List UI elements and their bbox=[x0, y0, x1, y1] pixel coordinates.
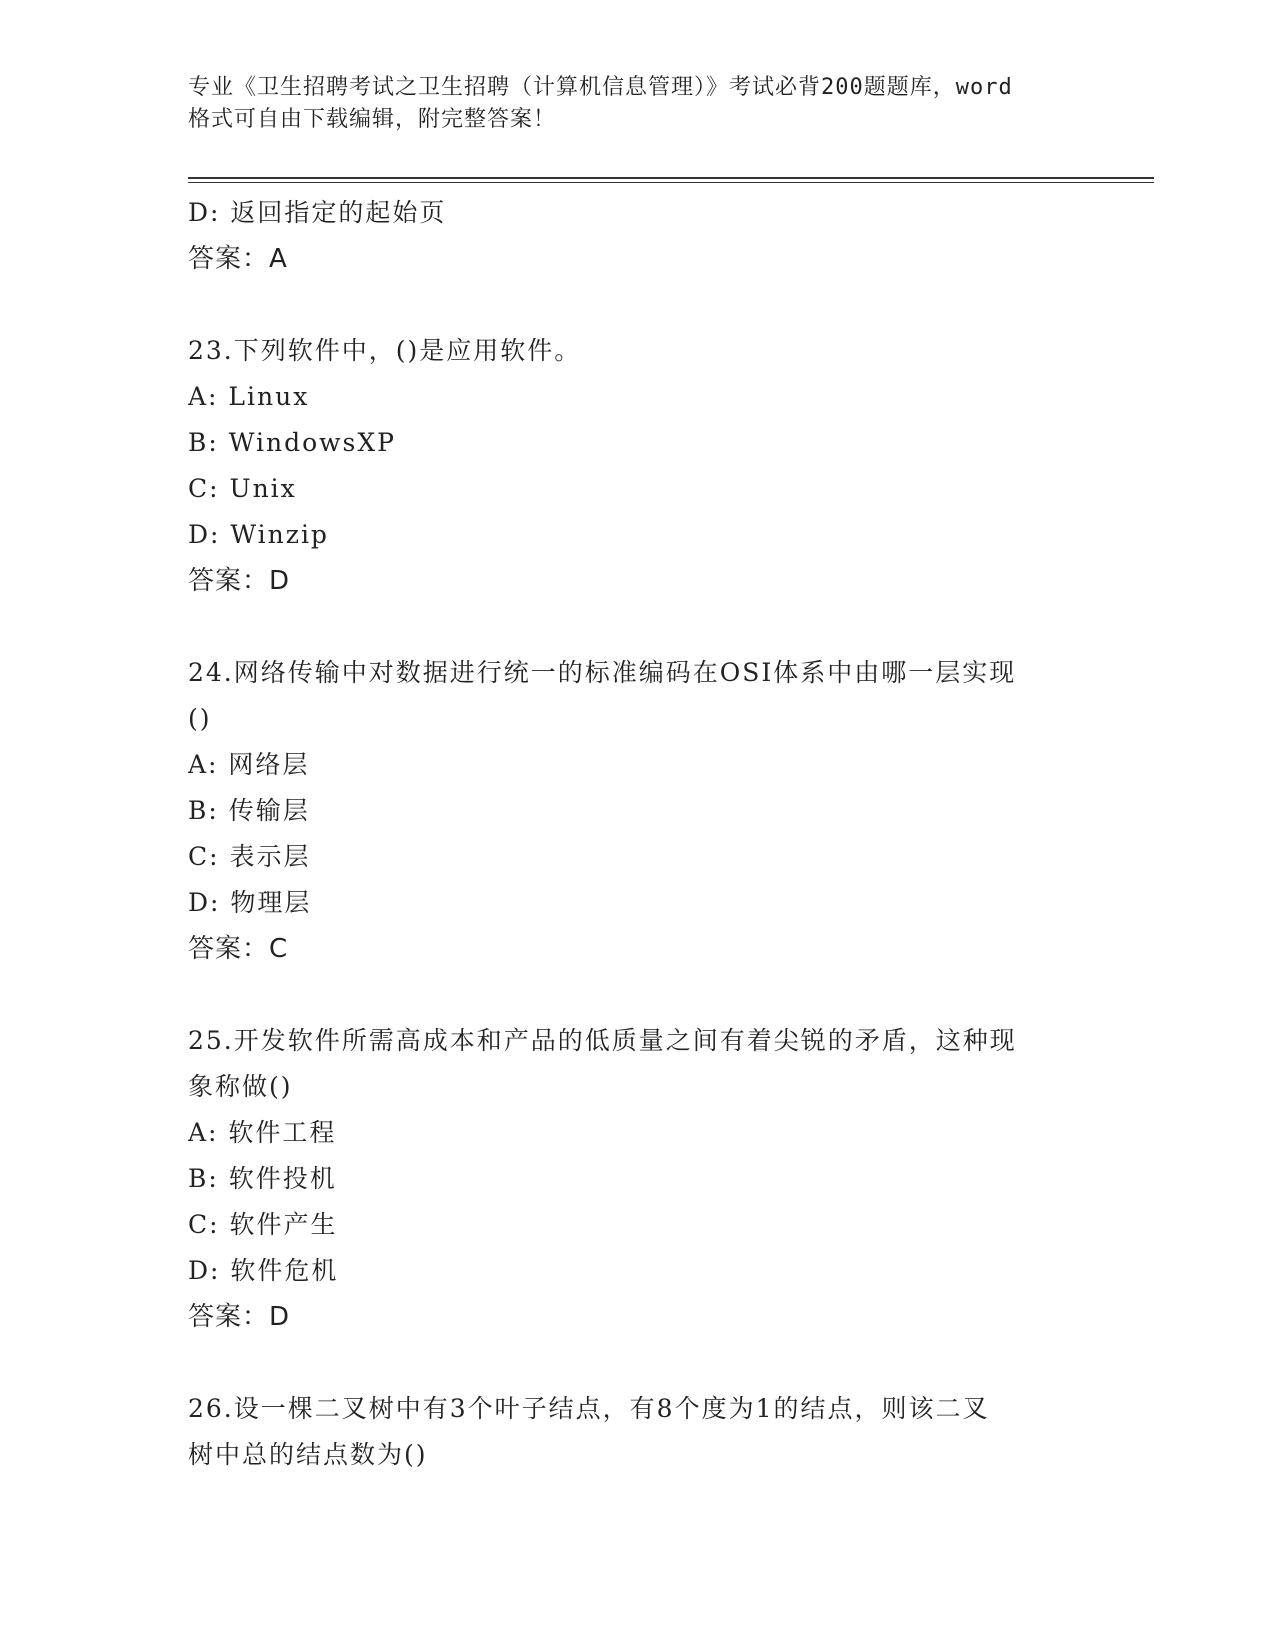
question-25 bbox=[188, 1018, 1088, 1340]
question-stem: 23.下列软件中，()是应用软件。 bbox=[188, 336, 582, 365]
spacer bbox=[188, 604, 1088, 650]
option-d: D: 物理层 bbox=[188, 888, 312, 917]
header-line-2: 格式可自由下载编辑，附完整答案！ bbox=[188, 107, 557, 132]
option-a: A: Linux bbox=[188, 382, 310, 411]
question-stem-continued: 象称做() bbox=[188, 1072, 293, 1101]
answer-label: 答案：D bbox=[188, 566, 291, 596]
answer-label: 答案：C bbox=[188, 934, 289, 964]
spacer bbox=[188, 1340, 1088, 1386]
question-26 bbox=[188, 1386, 1088, 1478]
spacer bbox=[188, 282, 1088, 328]
option-d: D: 软件危机 bbox=[188, 1256, 339, 1285]
option-a: A: 网络层 bbox=[188, 750, 310, 779]
question-stem: 26.设一棵二叉树中有3个叶子结点，有8个度为1的结点，则该二叉 bbox=[188, 1394, 990, 1423]
answer-label: 答案：A bbox=[188, 244, 288, 274]
header-divider-thick bbox=[188, 177, 1154, 179]
option-b: B: 传输层 bbox=[188, 796, 310, 825]
question-stem-continued: () bbox=[188, 704, 212, 733]
question-stem-continued: 树中总的结点数为() bbox=[188, 1440, 428, 1469]
document-header bbox=[188, 72, 1088, 136]
option-c: C: Unix bbox=[188, 474, 297, 503]
option-a: A: 软件工程 bbox=[188, 1118, 337, 1147]
prev-question bbox=[188, 190, 1088, 282]
answer-label: 答案：D bbox=[188, 1302, 291, 1332]
option-d: D: 返回指定的起始页 bbox=[188, 198, 447, 227]
question-stem: 25.开发软件所需高成本和产品的低质量之间有着尖锐的矛盾，这种现 bbox=[188, 1026, 1017, 1055]
header-line-1: 专业《卫生招聘考试之卫生招聘（计算机信息管理）》考试必背200题题库，word bbox=[188, 75, 1013, 100]
option-b: B: WindowsXP bbox=[188, 428, 396, 457]
option-c: C: 表示层 bbox=[188, 842, 311, 871]
question-list bbox=[188, 190, 1088, 1478]
question-23 bbox=[188, 328, 1088, 604]
header-divider-thin bbox=[188, 182, 1154, 183]
option-d: D: Winzip bbox=[188, 520, 329, 549]
question-24 bbox=[188, 650, 1088, 972]
spacer bbox=[188, 972, 1088, 1018]
option-c: C: 软件产生 bbox=[188, 1210, 338, 1239]
option-b: B: 软件投机 bbox=[188, 1164, 337, 1193]
question-stem: 24.网络传输中对数据进行统一的标准编码在OSI体系中由哪一层实现 bbox=[188, 658, 1017, 687]
